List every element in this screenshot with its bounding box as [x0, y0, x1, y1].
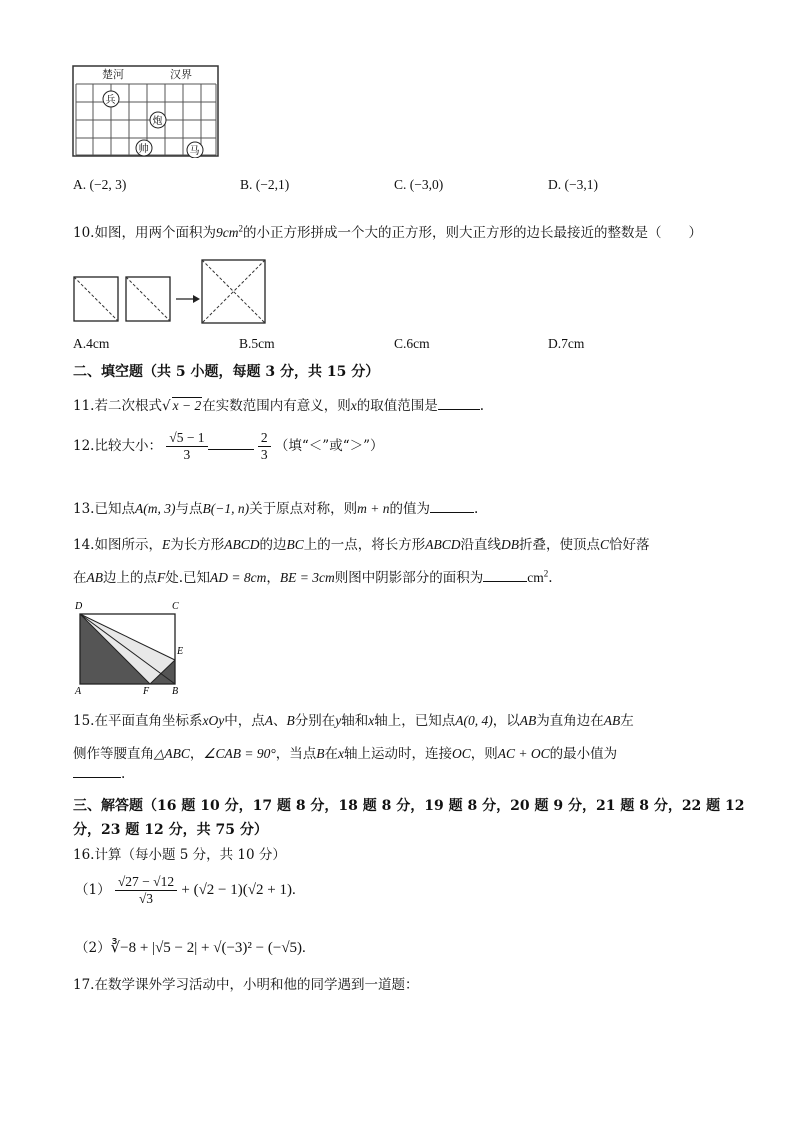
- q14-F: F: [157, 570, 166, 585]
- q15-A04: A(0, 4): [455, 713, 493, 728]
- q10-after: 的小正方形拼成一个大的正方形，则大正方形的边长最接近的整数是（ ）: [242, 225, 702, 241]
- q15-tri: △ABC: [154, 746, 190, 761]
- q15-B: B: [286, 713, 295, 728]
- q16-part2: [75, 936, 306, 957]
- q14-l1g: 恰好落: [609, 537, 650, 553]
- q15-l1c: 、: [272, 713, 287, 729]
- q12-frac2-den: 3: [260, 447, 268, 462]
- fig-label-d: D: [75, 601, 83, 612]
- piece-shuai-label: 帅: [138, 144, 149, 155]
- q15-A: A: [264, 713, 273, 728]
- section3-title-line2: 分，23 题 12 分，共 75 分）: [73, 822, 268, 838]
- fig-label-a: A: [75, 686, 82, 696]
- q15-l1b: 中，点: [224, 713, 265, 729]
- fig-label-c: C: [172, 601, 179, 612]
- q16-p1-rest: + (√2 − 1)(√2 + 1).: [181, 882, 296, 898]
- q14-l1b: 为长方形: [170, 537, 225, 553]
- q14-ABCD-2: ABCD: [425, 537, 461, 552]
- q12-fraction-2: [258, 430, 271, 463]
- q13-after: 的值为: [389, 501, 430, 517]
- q16-part1: [75, 874, 296, 907]
- q9-option-d: D. (−3,1): [548, 177, 598, 192]
- section3-title-line1: 三、解答题（16 题 10 分，17 题 8 分，18 题 8 分，19 题 8 分，20 题 9 分，21 题 8 分，22 题 12: [73, 798, 745, 814]
- fig-label-f: F: [143, 686, 150, 696]
- q11-middle: 在实数范围内有意义，则: [202, 398, 351, 414]
- q16-p1-num: √27 − √12: [115, 874, 177, 891]
- q16-p2-label: （2）: [75, 940, 111, 956]
- q15-line2: [73, 742, 617, 762]
- q10-squares-figure: [72, 256, 272, 328]
- q10-area: 9cm: [215, 225, 239, 240]
- q14-DB: DB: [501, 537, 519, 552]
- q14-unit-exp: 2: [543, 568, 549, 579]
- q14-l1a: 14.如图所示，: [73, 537, 162, 553]
- q13-before: 13.已知点: [73, 501, 135, 517]
- q13-middle2: 关于原点对称，则: [249, 501, 358, 517]
- q15-xOy: xOy: [202, 713, 225, 728]
- q14-l1d: 上的一点，将长方形: [303, 537, 426, 553]
- q15-line1: [73, 709, 634, 729]
- q14-E: E: [161, 537, 171, 552]
- q14-l1c: 的边: [259, 537, 287, 553]
- q9-option-a: A. (−2, 3): [73, 177, 127, 192]
- q14-ABCD: ABCD: [224, 537, 260, 552]
- q9-option-c: C. (−3,0): [394, 177, 444, 192]
- fig-label-e: E: [177, 646, 184, 657]
- piece-bing-label: 兵: [105, 95, 116, 106]
- q10-option-b: B.5cm: [239, 336, 275, 351]
- q16-p1-den: √3: [138, 891, 154, 906]
- q10-before: 10.如图，用两个面积为: [73, 225, 216, 241]
- section2-title: 二、填空题（共 5 小题，每题 3 分，共 15 分）: [73, 364, 380, 380]
- q10-text: [73, 221, 702, 241]
- q15-l1h: 为直角边在: [536, 713, 604, 729]
- q14-l2b: 边上的点: [103, 570, 157, 586]
- q12-after: （填“＜”或“＞”）: [274, 438, 384, 454]
- q15-l2g: 的最小值为: [549, 746, 618, 762]
- q11-text: 11.若二次根式√ x − 2在实数范围内有意义，则x的取值范围是 .: [73, 398, 484, 414]
- q16-title: 16.计算（每小题 5 分，共 10 分）: [73, 847, 286, 863]
- q14-sep: ，: [266, 570, 280, 586]
- q14-unit: cm: [527, 570, 544, 585]
- q15-AB-2: AB: [603, 713, 621, 728]
- q15-B-2: B: [316, 746, 325, 761]
- q15-l2a: 侧作等腰直角: [73, 746, 154, 762]
- q15-OC: OC: [452, 746, 471, 761]
- q17-text: 17.在数学课外学习活动中，小明和他的同学遇到一道题：: [73, 977, 419, 993]
- q16-p1-fraction: [115, 874, 177, 907]
- q14-blank: [483, 580, 527, 582]
- q14-l2a: 在: [73, 570, 87, 586]
- q14-line1: [73, 533, 650, 553]
- q14-AD: AD = 8cm: [210, 570, 267, 585]
- q11-blank: [438, 408, 480, 410]
- q12-before: 12.比较大小：: [73, 438, 162, 454]
- q12-text: [73, 430, 384, 463]
- river-left-label: 楚河: [102, 68, 124, 81]
- q10-option-a: A.4cm: [73, 336, 110, 351]
- q15-l1e: 轴和: [341, 713, 369, 729]
- q14-C: C: [600, 537, 610, 552]
- q13-blank: [430, 511, 474, 513]
- q15-sum: AC + OC: [497, 746, 550, 761]
- q15-l2d: 在: [324, 746, 338, 762]
- q16-p1-label: （1）: [75, 882, 111, 898]
- q13-expr: m + n: [357, 501, 390, 516]
- q13-point-a: A(m, 3): [134, 501, 176, 516]
- q14-l1e: 沿直线: [460, 537, 501, 553]
- q11-radicand: x − 2: [172, 398, 202, 413]
- q15-l1d: 分别在: [294, 713, 336, 729]
- q12-frac2-num: 2: [258, 430, 271, 447]
- q15-l2b: ，: [189, 746, 204, 762]
- river-right-label: 汉界: [170, 68, 192, 81]
- q14-rectangle-figure: [72, 598, 192, 696]
- q14-AB: AB: [86, 570, 103, 585]
- q15-l2e: 轴上运动时，连接: [344, 746, 452, 762]
- q13-text: 13.已知点A(m, 3)与点B(−1, n)关于原点对称，则m + n的值为 .: [73, 501, 479, 517]
- chessboard-figure: [72, 62, 222, 158]
- q10-area-exp: 2: [238, 223, 243, 234]
- fig-label-b: B: [172, 686, 179, 696]
- q11-var: x: [350, 398, 357, 413]
- q9-option-b: B. (−2,1): [240, 177, 290, 192]
- q14-l1f: 折叠，使顶点: [519, 537, 600, 553]
- q14-BE: BE = 3cm: [279, 570, 335, 585]
- q13-point-b: B(−1, n): [202, 501, 250, 516]
- q15-l1i: 左: [620, 713, 634, 729]
- q15-AB: AB: [519, 713, 537, 728]
- q15-angle: ∠CAB = 90°: [203, 746, 276, 761]
- q13-middle1: 与点: [175, 501, 203, 517]
- q15-x-2: x: [338, 746, 344, 761]
- q15-x: x: [368, 713, 375, 728]
- q14-BC: BC: [286, 537, 304, 552]
- q15-l1a: 15.在平面直角坐标系: [73, 713, 203, 729]
- q12-frac1-den: 3: [183, 447, 191, 462]
- q10-option-c: C.6cm: [394, 336, 430, 351]
- q15-l1g: ，以: [492, 713, 520, 729]
- q10-option-d: D.7cm: [548, 336, 585, 351]
- piece-ma-label: 马: [189, 146, 200, 157]
- q12-frac1-num: √5 − 1: [166, 430, 207, 447]
- q15-answer-blank: .: [73, 766, 125, 782]
- q14-l2d: 则图中阴影部分的面积为: [334, 570, 484, 586]
- q15-l2c: ，当点: [275, 746, 317, 762]
- q12-blank: [208, 448, 254, 450]
- q15-l2f: ，则: [470, 746, 498, 762]
- q15-y: y: [335, 713, 342, 728]
- q12-fraction-1: [166, 430, 207, 463]
- q11-after: 的取值范围是: [356, 398, 438, 414]
- q14-line2: 在AB边上的点F处.已知AD = 8cm，BE = 3cm则图中阴影部分的面积为 $cm^2$.: [73, 568, 553, 586]
- q16-p2-expr: ∛−8 + |√5 − 2| + √(−3)² − (−√5).: [110, 940, 306, 956]
- q11-before: 11.若二次根式: [73, 398, 162, 414]
- piece-pao-label: 炮: [152, 116, 163, 127]
- q14-l2c: 处.已知: [165, 570, 211, 586]
- q15-l1f: 轴上，已知点: [374, 713, 456, 729]
